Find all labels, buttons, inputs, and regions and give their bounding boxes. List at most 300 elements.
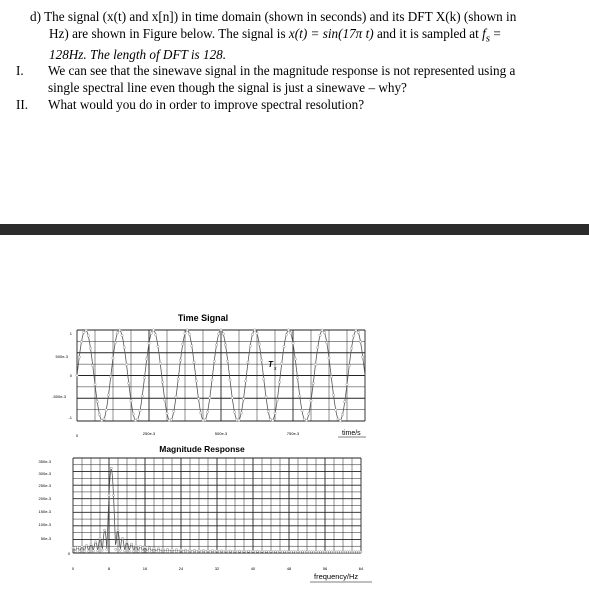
time-sample-point — [294, 358, 296, 360]
magnitude-sample-point — [315, 551, 317, 553]
time-sample-point — [265, 396, 267, 398]
magnitude-sample-point — [144, 546, 146, 548]
magnitude-sample-point — [281, 551, 283, 553]
magnitude-sample-point — [252, 550, 254, 552]
magnitude-sample-point — [290, 551, 292, 553]
time-sample-point — [105, 409, 107, 411]
question-line-2b: and it is sampled at — [373, 25, 483, 41]
subquestion-1-line-2: single spectral line even though the signal is just a sinewave – why? — [48, 80, 407, 96]
magnitude-sample-point — [306, 551, 308, 553]
magnitude-sample-point — [153, 547, 155, 549]
time-sample-point — [186, 329, 188, 331]
magnitude-sample-point — [108, 494, 110, 496]
time-sample-point — [339, 419, 341, 421]
magnitude-sample-point — [324, 551, 326, 553]
magnitude-sample-point — [164, 550, 166, 552]
time-sample-point — [92, 364, 94, 366]
time-sample-point — [112, 357, 114, 359]
time-sample-point — [155, 334, 157, 336]
time-sample-point — [256, 332, 258, 334]
magnitude-sample-point — [148, 547, 150, 549]
time-sample-point — [240, 412, 242, 414]
mag-xtick: 48 — [286, 566, 292, 571]
magnitude-sample-point — [171, 548, 173, 550]
time-sample-point — [103, 418, 105, 420]
time-sample-point — [161, 381, 163, 383]
time-sample-point — [267, 410, 269, 412]
magnitude-sample-point — [166, 548, 168, 550]
magnitude-sample-point — [169, 551, 171, 553]
mag-xtick: 64 — [358, 566, 364, 571]
time-sample-point — [335, 409, 337, 411]
magnitude-sample-point — [308, 551, 310, 553]
time-sample-point — [209, 397, 211, 399]
time-sample-point — [272, 419, 274, 421]
time-sample-point — [215, 344, 217, 346]
mag-xtick: 8 — [107, 566, 111, 571]
magnitude-sample-point — [270, 550, 272, 552]
time-sample-point — [263, 378, 265, 380]
magnitude-sample-point — [261, 550, 263, 552]
magnitude-sample-point — [74, 550, 76, 552]
time-sample-point — [89, 347, 91, 349]
magnitude-sample-point — [211, 550, 213, 552]
time-sample-point — [276, 399, 278, 401]
question-block — [16, 9, 550, 113]
time-sample-point — [278, 381, 280, 383]
magnitude-sample-point — [333, 551, 335, 553]
magnitude-sample-point — [135, 544, 137, 546]
mag-xlabel: frequency/Hz — [314, 572, 359, 581]
magnitude-sample-point — [353, 551, 355, 553]
magnitude-sample-point — [202, 549, 204, 551]
magnitude-sample-point — [351, 551, 353, 553]
time-sample-point — [116, 331, 118, 333]
time-sample-point — [164, 399, 166, 401]
magnitude-sample-point — [81, 545, 83, 547]
mag-ytick: 250e-3 — [38, 483, 51, 488]
time-sample-point — [224, 344, 226, 346]
time-sample-point — [301, 409, 303, 411]
time-sample-point — [191, 345, 193, 347]
time-sample-point — [260, 359, 262, 361]
magnitude-sample-point — [110, 467, 112, 469]
time-xtick: 750e-3 — [286, 431, 300, 436]
magnitude-sample-point — [259, 551, 261, 553]
subquestion-1-line-1: We can see that the sinewave signal in the magnitude response is not represented using a — [48, 63, 516, 79]
magnitude-sample-point — [99, 537, 101, 539]
time-sample-point — [98, 413, 100, 415]
time-sample-point — [114, 341, 116, 343]
magnitude-sample-point — [238, 550, 240, 552]
magnitude-sample-point — [216, 550, 218, 552]
magnitude-sample-point — [247, 550, 249, 552]
magnitude-sample-point — [342, 551, 344, 553]
time-sample-point — [290, 332, 292, 334]
time-sample-point — [341, 413, 343, 415]
time-sample-point — [159, 362, 161, 364]
time-sample-point — [182, 343, 184, 345]
magnitude-sample-point — [76, 546, 78, 548]
time-sample-point — [76, 374, 78, 376]
time-y-ticks — [52, 331, 73, 420]
magnitude-sample-point — [151, 550, 153, 552]
time-sample-point — [195, 380, 197, 382]
time-sample-point — [125, 363, 127, 365]
magnitude-sample-point — [157, 548, 159, 550]
magnitude-sample-point — [313, 551, 315, 553]
time-sample-point — [233, 411, 235, 413]
magnitude-sample-point — [360, 551, 362, 553]
magnitude-sample-point — [198, 549, 200, 551]
mag-ytick: 150e-3 — [38, 509, 51, 514]
magnitude-sample-point — [297, 551, 299, 553]
mag-ytick: 300e-3 — [38, 471, 51, 476]
time-sample-point — [146, 358, 148, 360]
magnitude-sample-point — [193, 549, 195, 551]
question-line-3: 128Hz. The length of DFT is 128. — [49, 46, 227, 62]
time-sample-point — [227, 360, 229, 362]
time-sample-point — [119, 329, 121, 331]
time-sample-point — [274, 412, 276, 414]
time-sample-point — [245, 380, 247, 382]
time-sample-point — [242, 398, 244, 400]
time-sample-point — [188, 333, 190, 335]
time-sample-point — [283, 345, 285, 347]
time-sample-point — [346, 383, 348, 385]
magnitude-sample-point — [322, 551, 324, 553]
magnitude-sample-point — [205, 551, 207, 553]
magnitude-sample-point — [175, 549, 177, 551]
mag-ytick: 100e-3 — [38, 522, 51, 527]
magnitude-sample-point — [139, 545, 141, 547]
magnitude-sample-point — [301, 551, 303, 553]
time-sample-point — [321, 329, 323, 331]
magnitude-sample-point — [355, 551, 357, 553]
magnitude-sample-point — [124, 550, 126, 552]
time-sample-point — [166, 412, 168, 414]
mag-xtick: 32 — [214, 566, 220, 571]
magnitude-sample-point — [155, 550, 157, 552]
time-sample-point — [330, 375, 332, 377]
magnitude-sample-point — [187, 551, 189, 553]
time-sample-point — [348, 364, 350, 366]
time-xtick: 500e-3 — [214, 431, 228, 436]
time-sample-point — [359, 341, 361, 343]
magnitude-sample-point — [335, 551, 337, 553]
time-sample-point — [177, 378, 179, 380]
mag-ytick: 0 — [67, 551, 70, 556]
time-sample-point — [139, 409, 141, 411]
magnitude-sample-point — [340, 551, 342, 553]
time-title: Time Signal — [177, 313, 229, 323]
fs-symbol: f — [482, 25, 486, 41]
magnitude-sample-point — [232, 551, 234, 553]
magnitude-sample-point — [94, 541, 96, 543]
magnitude-sample-point — [121, 537, 123, 539]
magnitude-sample-point — [128, 550, 130, 552]
time-sample-point — [173, 410, 175, 412]
time-sample-point — [229, 379, 231, 381]
time-sample-point — [222, 333, 224, 335]
time-sample-point — [132, 413, 134, 415]
magnitude-sample-point — [184, 549, 186, 551]
magnitude-sample-point — [191, 551, 193, 553]
magnitude-sample-point — [103, 529, 105, 531]
mag-title: Magnitude Response — [159, 444, 245, 454]
time-xtick: 250e-3 — [142, 431, 156, 436]
magnitude-sample-point — [319, 551, 321, 553]
time-sample-point — [213, 360, 215, 362]
magnitude-sample-point — [90, 543, 92, 545]
magnitude-sample-point — [349, 551, 351, 553]
magnitude-sample-point — [256, 550, 258, 552]
magnitude-sample-point — [133, 550, 135, 552]
magnitude-sample-point — [85, 544, 87, 546]
time-sample-point — [326, 341, 328, 343]
time-sample-point — [193, 361, 195, 363]
time-sample-point — [150, 332, 152, 334]
question-line-2c: = — [490, 25, 501, 41]
subquestion-2-number: II. — [16, 96, 29, 112]
magnitude-sample-point — [130, 543, 132, 545]
magnitude-sample-point — [142, 550, 144, 552]
subquestion-2 — [8, 97, 550, 114]
mag-ytick: 200e-3 — [38, 496, 51, 501]
time-sample-point — [141, 395, 143, 397]
magnitude-sample-point — [112, 494, 114, 496]
time-sample-point — [249, 345, 251, 347]
magnitude-sample-point — [283, 550, 285, 552]
magnitude-sample-point — [292, 551, 294, 553]
time-sample-point — [258, 343, 260, 345]
magnitude-sample-point — [254, 551, 256, 553]
time-sample-point — [101, 419, 103, 421]
mag-xtick: 16 — [142, 566, 148, 571]
time-sample-point — [96, 401, 98, 403]
magnitude-sample-point — [344, 551, 346, 553]
mag-y-ticks — [39, 459, 71, 556]
subquestion-1 — [8, 63, 550, 96]
magnitude-sample-point — [88, 550, 90, 552]
time-sample-point — [157, 345, 159, 347]
magnitude-sample-point — [207, 550, 209, 552]
time-sample-point — [206, 411, 208, 413]
magnitude-sample-point — [214, 551, 216, 553]
magnitude-sample-point — [223, 551, 225, 553]
time-sample-point — [121, 334, 123, 336]
magnitude-sample-point — [92, 550, 94, 552]
time-sample-point — [238, 419, 240, 421]
magnitude-sample-point — [79, 550, 81, 552]
time-sample-point — [175, 396, 177, 398]
mag-x-ticks — [72, 566, 364, 571]
magnitude-sample-point — [268, 551, 270, 553]
magnitude-sample-point — [243, 550, 245, 552]
magnitude-sample-point — [317, 551, 319, 553]
time-sample-point — [305, 419, 307, 421]
time-sample-point — [218, 333, 220, 335]
time-sample-point — [344, 401, 346, 403]
time-sample-point — [357, 331, 359, 333]
figure — [0, 300, 589, 597]
mag-xtick: 56 — [322, 566, 328, 571]
magnitude-sample-point — [304, 551, 306, 553]
time-sample-point — [184, 332, 186, 334]
magnitude-sample-point — [265, 550, 267, 552]
time-sample-point — [247, 361, 249, 363]
magnitude-sample-point — [200, 551, 202, 553]
time-sample-point — [353, 335, 355, 337]
mag-ytick: 50e-3 — [40, 536, 51, 541]
question-line-2a: Hz) are shown in Figure below. The signal is — [49, 25, 289, 41]
time-sample-point — [94, 383, 96, 385]
time-sample-point — [296, 377, 298, 379]
time-sample-point — [332, 394, 334, 396]
magnitude-sample-point — [218, 551, 220, 553]
magnitude-sample-point — [137, 550, 139, 552]
time-sample-point — [110, 375, 112, 377]
magnitude-sample-point — [234, 550, 236, 552]
magnitude-sample-point — [358, 551, 360, 553]
time-sample-point — [85, 329, 87, 331]
magnitude-sample-point — [227, 551, 229, 553]
magnitude-sample-point — [115, 548, 117, 550]
mag-xtick: 0 — [71, 566, 75, 571]
time-ytick: 500e-3 — [55, 354, 68, 359]
mag-ytick: 350e-3 — [38, 459, 51, 464]
time-sample-point — [211, 379, 213, 381]
time-sample-point — [285, 334, 287, 336]
time-sample-point — [308, 413, 310, 415]
magnitude-sample-point — [346, 551, 348, 553]
time-sample-point — [292, 342, 294, 344]
time-sample-point — [80, 341, 82, 343]
magnitude-sample-point — [126, 541, 128, 543]
time-sample-point — [362, 356, 364, 358]
time-sample-point — [179, 359, 181, 361]
magnitude-sample-point — [250, 551, 252, 553]
time-sample-point — [254, 329, 256, 331]
signal-equation: x(t) = sin(17π t) — [288, 25, 374, 41]
magnitude-sample-point — [196, 551, 198, 553]
question-line-1: The signal (x(t) and x[n]) in time domain (shown in seconds) and its DFT X(k) (shown in — [44, 9, 517, 24]
magnitude-sample-point — [277, 551, 279, 553]
time-sample-point — [78, 356, 80, 358]
time-sample-point — [355, 329, 357, 331]
time-xlabel: time/s — [342, 430, 361, 437]
time-ytick: 1 — [69, 331, 72, 336]
time-sample-point — [281, 362, 283, 364]
mag-xtick: 24 — [178, 566, 184, 571]
magnitude-sample-point — [180, 549, 182, 551]
divider-bar — [0, 224, 589, 235]
magnitude-sample-point — [328, 551, 330, 553]
magnitude-sample-point — [160, 550, 162, 552]
time-sample-point — [231, 397, 233, 399]
time-sample-point — [323, 331, 325, 333]
time-sample-point — [137, 418, 139, 420]
magnitude-sample-point — [272, 551, 274, 553]
magnitude-sample-point — [225, 550, 227, 552]
magnitude-sample-point — [117, 529, 119, 531]
ts-annotation-sub: s — [274, 366, 277, 372]
time-sample-point — [319, 334, 321, 336]
subquestion-1-number: I. — [16, 63, 24, 79]
magnitude-sample-point — [245, 551, 247, 553]
time-ytick: -500e-3 — [52, 394, 66, 399]
magnitude-sample-point — [209, 551, 211, 553]
time-sample-point — [299, 395, 301, 397]
magnitude-sample-point — [189, 549, 191, 551]
magnitude-sample-point — [173, 551, 175, 553]
time-sample-point — [220, 329, 222, 331]
time-sample-point — [337, 418, 339, 420]
time-grid — [77, 330, 365, 421]
time-sample-point — [83, 331, 85, 333]
time-sample-point — [107, 394, 109, 396]
magnitude-sample-point — [326, 551, 328, 553]
magnitude-sample-point — [229, 550, 231, 552]
time-sample-point — [328, 357, 330, 359]
magnitude-sample-point — [263, 551, 265, 553]
time-sample-point — [310, 400, 312, 402]
magnitude-sample-point — [310, 551, 312, 553]
time-sample-point — [128, 382, 130, 384]
time-sample-point — [317, 346, 319, 348]
time-sample-point — [170, 418, 172, 420]
time-sample-point — [314, 363, 316, 365]
magnitude-sample-point — [106, 548, 108, 550]
magnitude-sample-point — [299, 551, 301, 553]
magnitude-sample-point — [182, 551, 184, 553]
time-sample-point — [123, 346, 125, 348]
time-sample-point — [287, 329, 289, 331]
subquestion-2-line-1: What would you do in order to improve spectral resolution? — [48, 96, 365, 112]
time-sample-point — [251, 333, 253, 335]
magnitude-sample-point — [119, 549, 121, 551]
magnitude-sample-point — [331, 551, 333, 553]
magnitude-sample-point — [146, 550, 148, 552]
ts-annotation: T — [268, 360, 273, 369]
magnitude-sample-point — [279, 550, 281, 552]
time-sample-point — [130, 400, 132, 402]
time-x-ticks — [76, 431, 300, 438]
time-sample-point — [312, 382, 314, 384]
magnitude-sample-point — [162, 548, 164, 550]
mag-xtick: 40 — [250, 566, 256, 571]
time-sample-point — [143, 377, 145, 379]
time-sample-point — [152, 329, 154, 331]
time-sample-point — [87, 335, 89, 337]
time-sample-point — [350, 347, 352, 349]
fs-subscript: s — [485, 32, 491, 45]
magnitude-sample-point — [337, 551, 339, 553]
magnitude-sample-point — [178, 551, 180, 553]
time-sample-point — [197, 398, 199, 400]
time-sample-point — [200, 412, 202, 414]
magnitude-sample-point — [241, 551, 243, 553]
magnitude-sample-point — [236, 551, 238, 553]
time-sample-point — [204, 419, 206, 421]
time-ytick: 0 — [69, 373, 72, 378]
magnitude-sample-point — [288, 550, 290, 552]
question-label: d) — [30, 9, 41, 24]
magnitude-sample-point — [72, 547, 74, 549]
magnitude-sample-point — [97, 550, 99, 552]
magnitude-sample-point — [83, 550, 85, 552]
magnitude-sample-point — [220, 550, 222, 552]
